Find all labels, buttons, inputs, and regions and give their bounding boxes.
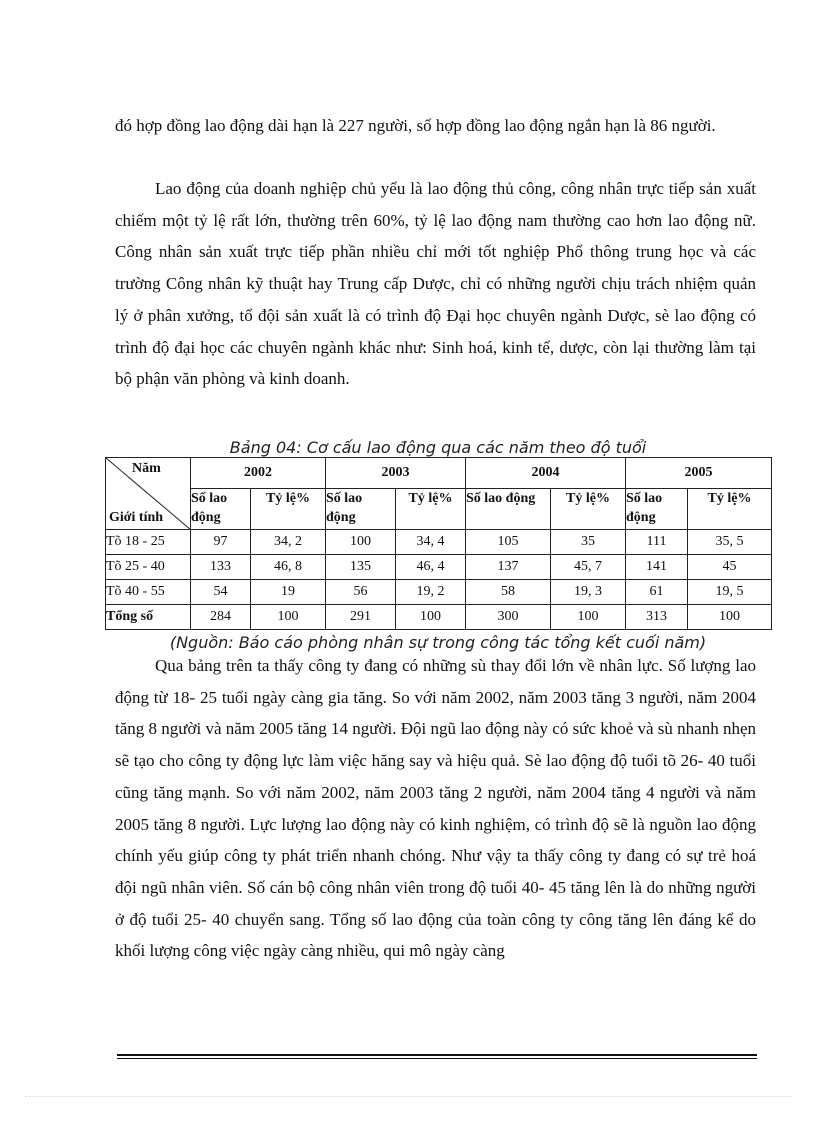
cell-value: 19, 2 <box>396 580 466 605</box>
age-structure-table <box>105 457 772 630</box>
year-header: 2005 <box>626 458 772 489</box>
cell-value: 34, 4 <box>396 530 466 555</box>
cell-value: 141 <box>626 555 688 580</box>
cell-value: 105 <box>466 530 551 555</box>
footer-divider <box>117 1054 757 1059</box>
cell-value: 97 <box>191 530 251 555</box>
cell-value: 35, 5 <box>688 530 772 555</box>
cell-value: 100 <box>251 605 326 630</box>
row-label: Tõ 25 - 40 <box>106 555 191 580</box>
cell-value: 56 <box>326 580 396 605</box>
col-ratio-header: Tỷ lệ% <box>551 489 626 530</box>
cell-value: 19, 5 <box>688 580 772 605</box>
cell-value: 58 <box>466 580 551 605</box>
year-header: 2004 <box>466 458 626 489</box>
cell-value: 100 <box>688 605 772 630</box>
cell-value: 300 <box>466 605 551 630</box>
table-row <box>106 555 772 580</box>
cell-value: 34, 2 <box>251 530 326 555</box>
row-label-total: Tổng số <box>106 605 191 630</box>
cell-value: 133 <box>191 555 251 580</box>
cell-value: 45, 7 <box>551 555 626 580</box>
cell-value: 135 <box>326 555 396 580</box>
col-count-header: Số lao động <box>466 489 551 530</box>
cell-value: 61 <box>626 580 688 605</box>
cell-value: 45 <box>688 555 772 580</box>
page-edge-dotted-line <box>25 1096 791 1097</box>
cell-value: 19, 3 <box>551 580 626 605</box>
table-row-total <box>106 605 772 630</box>
col-ratio-header: Tỷ lệ% <box>251 489 326 530</box>
cell-value: 46, 4 <box>396 555 466 580</box>
corner-year-label: Năm <box>132 461 161 476</box>
cell-value: 100 <box>551 605 626 630</box>
row-label: Tõ 40 - 55 <box>106 580 191 605</box>
table-caption: Bảng 04: Cơ cấu lao động qua các năm theo độ tuổi <box>229 438 647 457</box>
col-ratio-header: Tỷ lệ% <box>688 489 772 530</box>
paragraph-intro: đó hợp đồng lao động dài hạn là 227 người, số hợp đồng lao động ngắn hạn là 86 người. <box>115 116 716 135</box>
cell-value: 313 <box>626 605 688 630</box>
cell-value: 46, 8 <box>251 555 326 580</box>
cell-value: 35 <box>551 530 626 555</box>
cell-value: 19 <box>251 580 326 605</box>
row-label: Tõ 18 - 25 <box>106 530 191 555</box>
table-row <box>106 580 772 605</box>
year-header: 2003 <box>326 458 466 489</box>
col-count-header: Số lao động <box>626 489 688 530</box>
paragraph-labor-structure: Lao động của doanh nghiệp chủ yếu là lao động thủ công, công nhân trực tiếp sản xuất chiếm một tỷ lệ rất lớn, thường trên 60%, tỷ lệ lao động nam thường cao hơn lao động nữ. Công nhân sản xuất trực tiếp phần nhiều chỉ mới tốt nghiệp Phổ thông trung học và các trường Công nhân kỹ thuật hay Trung cấp Dược, chỉ có những người chịu trách nhiệm quản lý ở phân xưởng, tổ đội sản xuất là có trình độ Đại học chuyên ngành Dược, sè lao động có trình độ đại học các chuyên ngành khác như: Sinh hoá, kinh tế, dược, còn lại thường làm tại bộ phận văn phòng và kinh doanh. <box>115 179 756 389</box>
corner-header-cell <box>106 458 191 530</box>
cell-value: 100 <box>326 530 396 555</box>
col-ratio-header: Tỷ lệ% <box>396 489 466 530</box>
cell-value: 111 <box>626 530 688 555</box>
col-count-header: Số lao động <box>191 489 251 530</box>
corner-group-label: Giới tính <box>109 510 164 525</box>
cell-value: 137 <box>466 555 551 580</box>
year-header: 2002 <box>191 458 326 489</box>
table-row <box>106 530 772 555</box>
cell-value: 54 <box>191 580 251 605</box>
paragraph-analysis: Qua bảng trên ta thấy công ty đang có những sù thay đổi lớn về nhân lực. Số lượng lao động từ 18- 25 tuổi ngày càng gia tăng. So với năm 2002, năm 2003 tăng 3 người, năm 2004 tăng 8 người và năm 2005 tăng 14 người. Đội ngũ lao động này có sức khoẻ và sù nhanh nhẹn sẽ tạo cho công ty động lực làm việc hăng say và hiệu quả. Sè lao động độ tuổi tõ 26- 40 tuổi cũng tăng mạnh. So với năm 2002, năm 2003 tăng 2 người, năm 2004 tăng 4 người và năm 2005 tăng 8 người. Lực lượng lao động này có kinh nghiệm, có trình độ sẽ là nguồn lao động chính yếu giúp công ty phát triển nhanh chóng. Như vậy ta thấy công ty đang có sự trẻ hoá đội ngũ nhân viên. Số cán bộ công nhân viên trong độ tuổi 40- 45 tăng lên là do những người ở độ tuổi 25- 40 chuyển sang. Tổng số lao động của toàn công ty công tăng lên đáng kể do khối lượng công việc ngày càng nhiều, qui mô ngày càng <box>115 656 756 961</box>
col-count-header: Số lao động <box>326 489 396 530</box>
cell-value: 291 <box>326 605 396 630</box>
table-source-note: (Nguồn: Báo cáo phòng nhân sự trong công tác tổng kết cuối năm) <box>169 633 707 652</box>
cell-value: 100 <box>396 605 466 630</box>
cell-value: 284 <box>191 605 251 630</box>
